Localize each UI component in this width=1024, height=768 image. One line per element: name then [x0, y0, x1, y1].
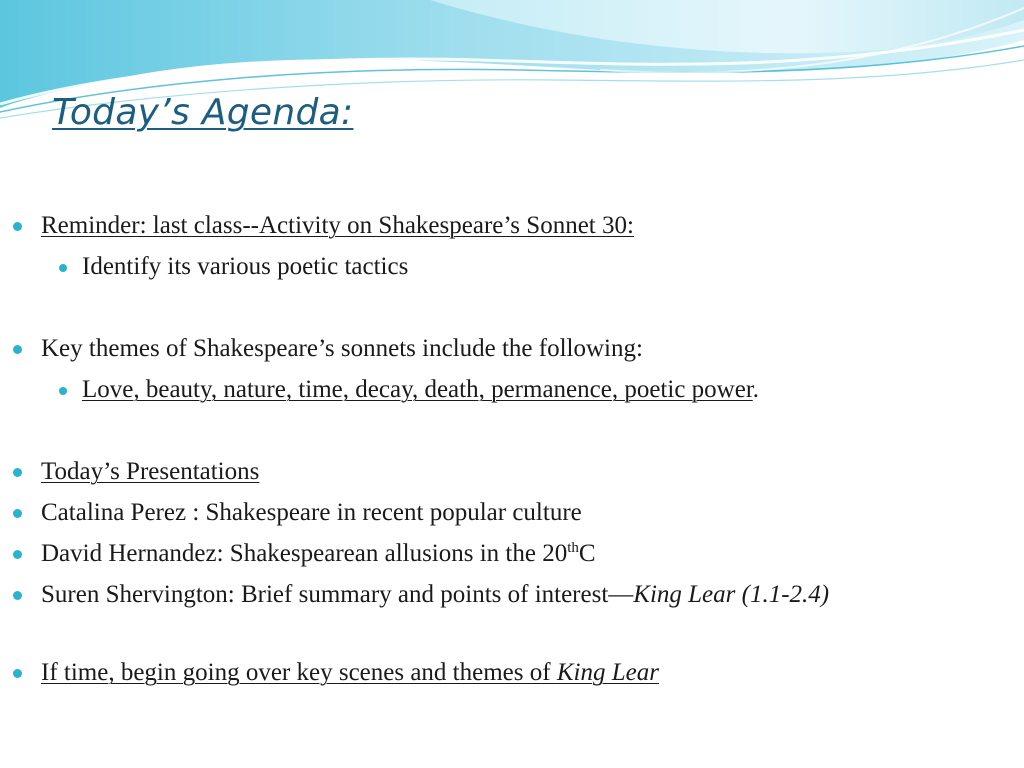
bullet-icon: [59, 264, 67, 272]
agenda-item-text: Today’s Presentations: [41, 458, 260, 485]
play-reference: King Lear (1.1-2.4): [633, 581, 830, 608]
bullet-icon: [13, 669, 22, 678]
slide-title: Today’s Agenda:: [52, 92, 354, 133]
bullet-icon: [13, 468, 22, 477]
agenda-item-text-group: [41, 539, 596, 569]
agenda-item-text-group: [41, 658, 659, 688]
play-title: King Lear: [556, 659, 659, 686]
hernandez-text: David Hernandez: Shakespearean allusions in the 20: [41, 540, 568, 567]
agenda-item-text: Catalina Perez : Shakespeare in recent popular culture: [41, 499, 582, 526]
if-time-text: If time, begin going over key scenes and themes of: [41, 659, 557, 686]
themes-list-period: .: [752, 376, 760, 403]
agenda-item-text: Identify its various poetic tactics: [82, 253, 409, 280]
themes-list-text: Love, beauty, nature, time, decay, death, permanence, poetic power: [82, 376, 753, 403]
shervington-text: Suren Shervington: Brief summary and points of interest—: [41, 581, 634, 608]
bullet-icon: [13, 222, 22, 231]
agenda-item-text-group: [82, 375, 759, 405]
bullet-icon: [59, 387, 67, 395]
century-suffix: C: [578, 540, 596, 567]
bullet-icon: [13, 550, 22, 559]
agenda-item-text: Reminder: last class--Activity on Shakespeare’s Sonnet 30:: [41, 212, 634, 239]
superscript-th: th: [567, 540, 579, 556]
agenda-item-text-group: [41, 580, 829, 610]
agenda-item-text: Key themes of Shakespeare’s sonnets include the following:: [41, 335, 643, 362]
bullet-icon: [13, 591, 22, 600]
bullet-icon: [13, 509, 22, 518]
bullet-icon: [13, 345, 22, 354]
